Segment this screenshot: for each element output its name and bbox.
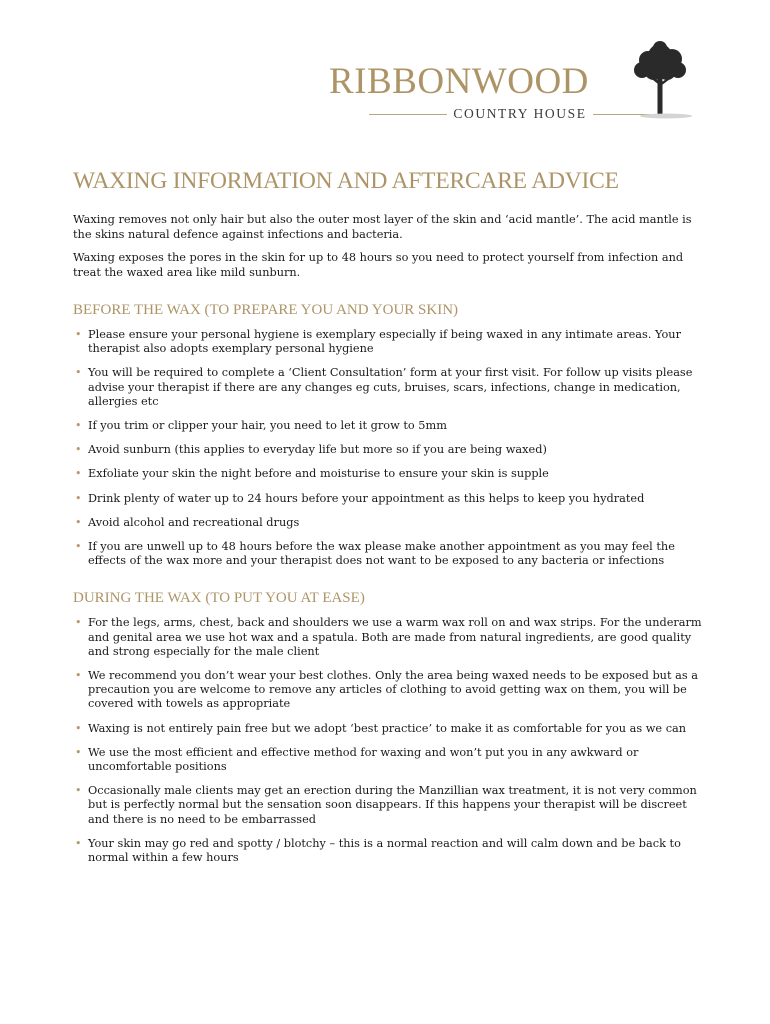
bullet-icon: •: [75, 515, 82, 529]
list-item: • You will be required to complete a ‘Client Consultation’ form at your first visit. For follow up visits please advise your therapist if there are any changes eg cuts, bruises, scars, infections, change in medication, allergies etc: [75, 366, 693, 408]
list-item: • If you are unwell up to 48 hours before the wax please make another appointment as you may feel the effects of the wax more and your therapist does not want to be exposed to any bacteria or infections: [75, 540, 675, 568]
list-item: • Avoid sunburn (this applies to everyday life but more so if you are being waxed): [75, 443, 547, 457]
bullet-icon: •: [75, 745, 82, 759]
bullet-icon: •: [75, 784, 82, 798]
list-item: • Exfoliate your skin the night before and moisturise to ensure your skin is supple: [75, 467, 549, 481]
list-item: • Drink plenty of water up to 24 hours before your appointment as this helps to keep you hydrated: [75, 491, 645, 505]
list-item: • We use the most efficient and effective method for waxing and won’t put you in any awkward or uncomfortable positions: [75, 745, 639, 774]
bullet-icon: •: [75, 491, 82, 505]
bullet-icon: •: [75, 443, 82, 457]
company-logo: [320, 38, 710, 128]
list-item: • If you trim or clipper your hair, you need to let it grow to 5mm: [75, 419, 447, 433]
bullet-icon: •: [75, 836, 82, 850]
bullet-icon: •: [75, 721, 82, 735]
logo-rule-left: [369, 114, 447, 115]
section-heading-before: BEFORE THE WAX (TO PREPARE YOU AND YOUR SKIN): [73, 302, 459, 318]
intro-paragraph: Waxing removes not only hair but also the outer most layer of the skin and ‘acid mantle’. The acid mantle is the skins natural defence against infections and bacteria.: [73, 213, 692, 241]
logo-wordmark: RIBBONWOOD: [329, 61, 589, 102]
list-item: • Avoid alcohol and recreational drugs: [75, 515, 300, 529]
section-heading-during: DURING THE WAX (TO PUT YOU AT EASE): [73, 590, 365, 607]
before-list: [73, 328, 703, 568]
during-list: [73, 616, 703, 865]
bullet-icon: •: [75, 540, 82, 554]
logo-subtitle: COUNTRY HOUSE: [453, 106, 587, 121]
bullet-icon: •: [75, 328, 82, 341]
document-body: [73, 168, 703, 875]
list-item: • Occasionally male clients may get an erection during the Manzillian wax treatment, it is not very common but is perfectly normal but the sensation soon disappears. If this happens your therapist will be discreet and there is no need to be embarrassed: [75, 784, 697, 826]
list-item: • We recommend you don’t wear your best clothes. Only the area being waxed needs to be exposed but as a precaution you are welcome to remove any articles of clothing to avoid getting wax on them, you will be covered with towels as appropriate: [75, 669, 698, 711]
bullet-icon: •: [75, 669, 82, 683]
bullet-icon: •: [75, 419, 82, 433]
bullet-icon: •: [75, 366, 82, 380]
bullet-icon: •: [75, 467, 82, 481]
list-item: • For the legs, arms, chest, back and shoulders we use a warm wax roll on and wax strips. For the underarm and genital area we use hot wax and a spatula. Both are made from natural ingredients, are good quality and strong especially for the male client: [75, 616, 702, 658]
document-title: WAXING INFORMATION AND AFTERCARE ADVICE: [73, 168, 619, 194]
list-item: • Your skin may go red and spotty / blotchy – this is a normal reaction and will calm down and be back to normal within a few hours: [75, 836, 681, 865]
tree-icon: [620, 38, 700, 126]
list-item: • Waxing is not entirely pain free but we adopt ‘best practice’ to make it as comfortable for you as we can: [75, 721, 687, 735]
intro-paragraph: Waxing exposes the pores in the skin for up to 48 hours so you need to protect yourself from infection and treat the waxed area like mild sunburn.: [73, 251, 684, 279]
bullet-icon: •: [75, 616, 82, 630]
list-item: • Please ensure your personal hygiene is exemplary especially if being waxed in any intimate areas. Your therapist also adopts exemplary personal hygiene: [75, 328, 681, 356]
